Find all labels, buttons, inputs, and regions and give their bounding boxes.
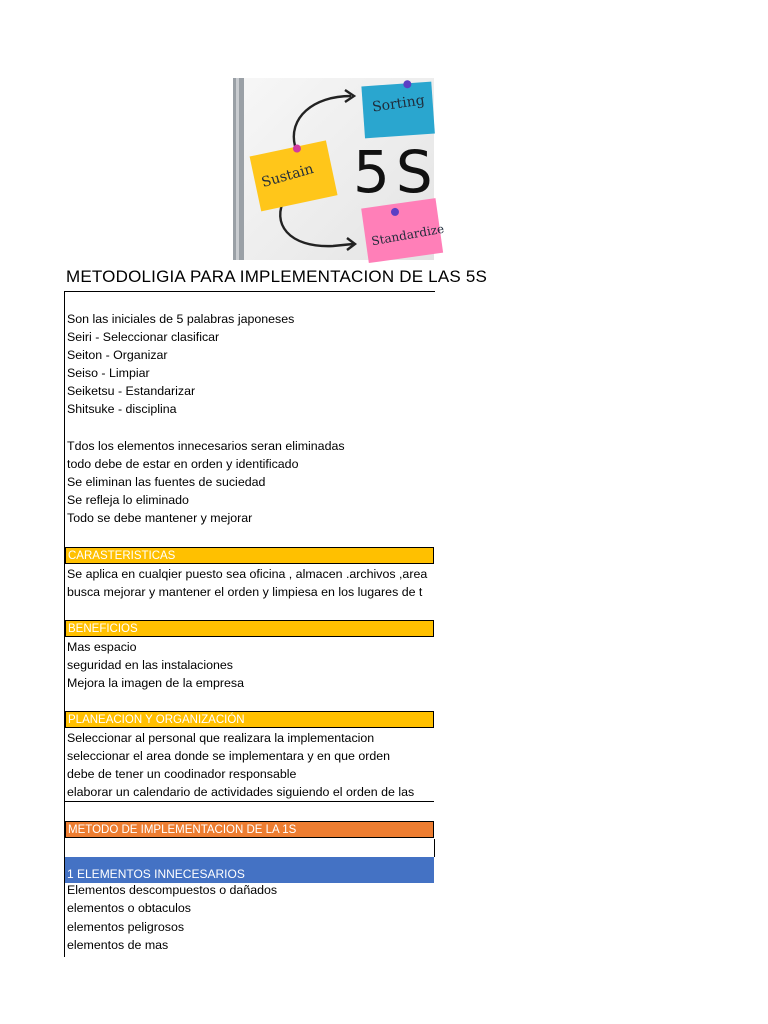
goal-line: Todo se debe mantener y mejorar <box>67 511 253 525</box>
spreadsheet-content <box>64 291 435 957</box>
intro-line: Son las iniciales de 5 palabras japoneses <box>67 312 295 326</box>
goal-line: Se refleja lo eliminado <box>67 493 189 507</box>
planeacion-line: debe de tener un coodinador responsable <box>67 767 297 781</box>
elementos-line: elementos peligrosos <box>67 920 185 934</box>
section-header-planeacion: PLANEACION Y ORGANIZACIÓN <box>65 711 434 728</box>
planeacion-line: elaborar un calendario de actividades siguiendo el orden de las <box>67 785 415 799</box>
planeacion-line: seleccionar el area donde se implementara y en que orden <box>67 749 391 763</box>
intro-line: Seiton - Organizar <box>67 348 168 362</box>
elementos-line: elementos de mas <box>67 938 169 952</box>
section-header-elementos: 1 ELEMENTOS INNECESARIOS <box>65 857 434 883</box>
section-header-caracteristicas: CARASTERISTICAS <box>65 547 434 564</box>
caracteristicas-line: Se aplica en cualqier puesto sea oficina , almacen .archivos ,area <box>67 567 428 581</box>
intro-line: Shitsuke - disciplina <box>67 402 177 416</box>
elementos-line: elementos o obtaculos <box>67 901 191 915</box>
goal-line: Tdos los elementos innecesarios seran eliminadas <box>67 439 345 453</box>
page-title: METODOLIGIA PARA IMPLEMENTACION DE LAS 5S <box>66 267 488 286</box>
beneficios-line: Mejora la imagen de la empresa <box>67 676 245 690</box>
planeacion-line: Seleccionar al personal que realizara la implementacion <box>67 731 375 745</box>
caracteristicas-line: busca mejorar y mantener el orden y limpiesa en los lugares de t <box>67 585 423 599</box>
intro-line: Seiri - Seleccionar clasificar <box>67 330 220 344</box>
big-5s-text: 5S <box>353 138 439 206</box>
beneficios-line: Mas espacio <box>67 640 137 654</box>
section-header-beneficios: BENEFICIOS <box>65 620 434 637</box>
goal-line: Se eliminan las fuentes de suciedad <box>67 475 266 489</box>
elementos-line: Elementos descompuestos o dañados <box>67 883 278 897</box>
metodo-empty-cell <box>65 839 435 857</box>
sorting-note-text: Sorting <box>371 92 426 116</box>
intro-line: Seiso - Limpiar <box>67 366 150 380</box>
sustain-note-text: Sustain <box>259 160 316 192</box>
planeacion-bottom-border <box>65 784 434 802</box>
intro-line: Seiketsu - Estandarizar <box>67 384 196 398</box>
section-header-metodo: METODO DE IMPLEMENTACION DE LA 1S <box>65 821 434 838</box>
hero-image <box>233 78 446 260</box>
standardize-note-text: Standardize <box>370 221 446 249</box>
goal-line: todo debe de estar en orden y identificado <box>67 457 299 471</box>
beneficios-line: seguridad en las instalaciones <box>67 658 234 672</box>
